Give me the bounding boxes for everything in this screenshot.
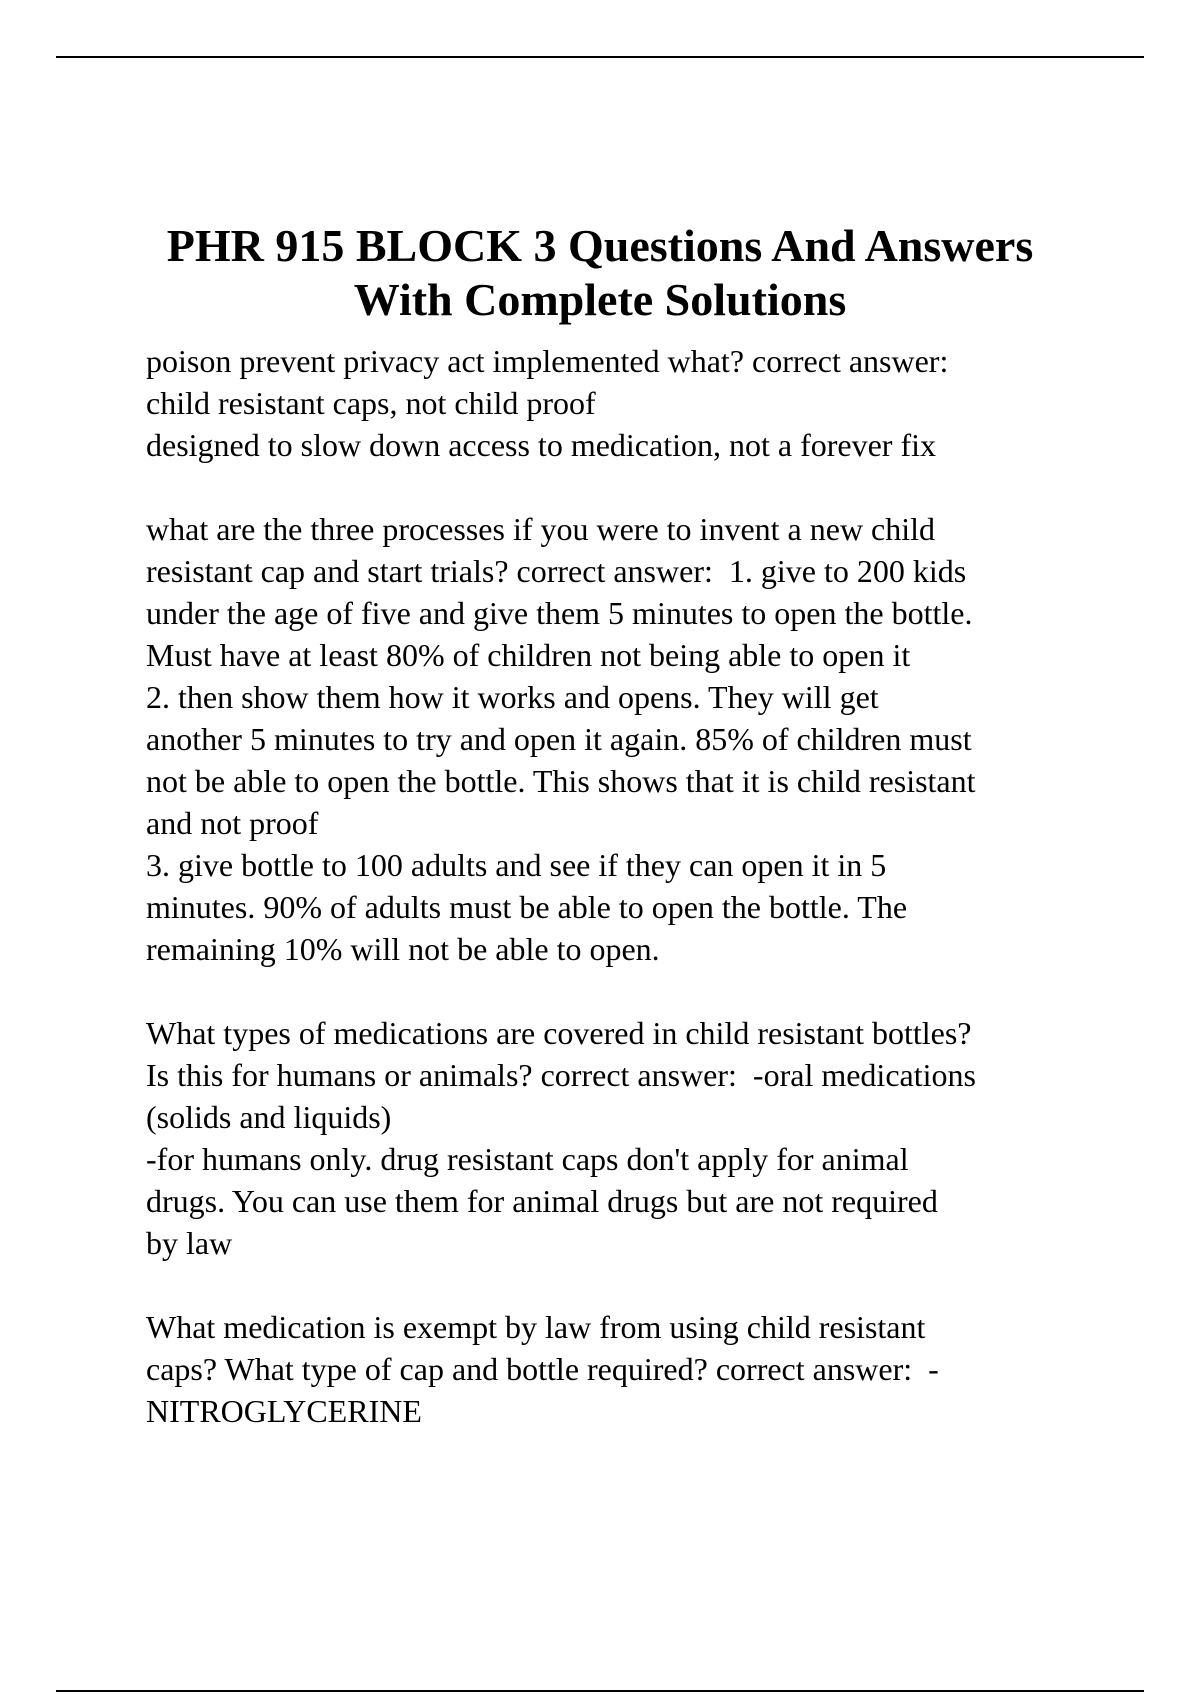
text-line: another 5 minutes to try and open it again. 85% of children must [146, 721, 972, 757]
title-line-2: With Complete Solutions [353, 273, 847, 325]
text-line: resistant cap and start trials? correct answer: 1. give to 200 kids [146, 553, 967, 589]
text-line: poison prevent privacy act implemented what? correct answer: [146, 343, 949, 379]
text-line: Must have at least 80% of children not being able to open it [146, 637, 911, 673]
footer-rule [56, 1690, 1144, 1692]
text-line: minutes. 90% of adults must be able to open the bottle. The [146, 889, 908, 925]
header-rule [56, 56, 1144, 58]
text-line: designed to slow down access to medication, not a forever fix [146, 427, 936, 463]
qa-block-4 [146, 1306, 1106, 1432]
text-line: What medication is exempt by law from using child resistant [146, 1309, 926, 1345]
text-line: under the age of five and give them 5 minutes to open the bottle. [146, 595, 973, 631]
text-line: (solids and liquids) [146, 1099, 392, 1135]
text-line: drugs. You can use them for animal drugs but are not required [146, 1183, 938, 1219]
text-line: by law [146, 1225, 233, 1261]
qa-block-1 [146, 340, 1106, 466]
text-line: Is this for humans or animals? correct answer: -oral medications [146, 1057, 976, 1093]
text-line: What types of medications are covered in child resistant bottles? [146, 1015, 972, 1051]
qa-block-3 [146, 1012, 1106, 1264]
text-line: remaining 10% will not be able to open. [146, 931, 660, 967]
text-line: child resistant caps, not child proof [146, 385, 596, 421]
text-line: 2. then show them how it works and opens. They will get [146, 679, 879, 715]
text-line: 3. give bottle to 100 adults and see if they can open it in 5 [146, 847, 887, 883]
text-line: and not proof [146, 805, 319, 841]
document-title [100, 219, 1100, 327]
document-body [146, 340, 1106, 1432]
text-line: caps? What type of cap and bottle required? correct answer: - [146, 1351, 939, 1387]
text-line: NITROGLYCERINE [146, 1393, 422, 1429]
text-line: what are the three processes if you were to invent a new child [146, 511, 936, 547]
title-line-1: PHR 915 BLOCK 3 Questions And Answers [166, 219, 1034, 271]
qa-block-2 [146, 508, 1106, 970]
text-line: not be able to open the bottle. This shows that it is child resistant [146, 763, 976, 799]
text-line: -for humans only. drug resistant caps don't apply for animal [146, 1141, 909, 1177]
